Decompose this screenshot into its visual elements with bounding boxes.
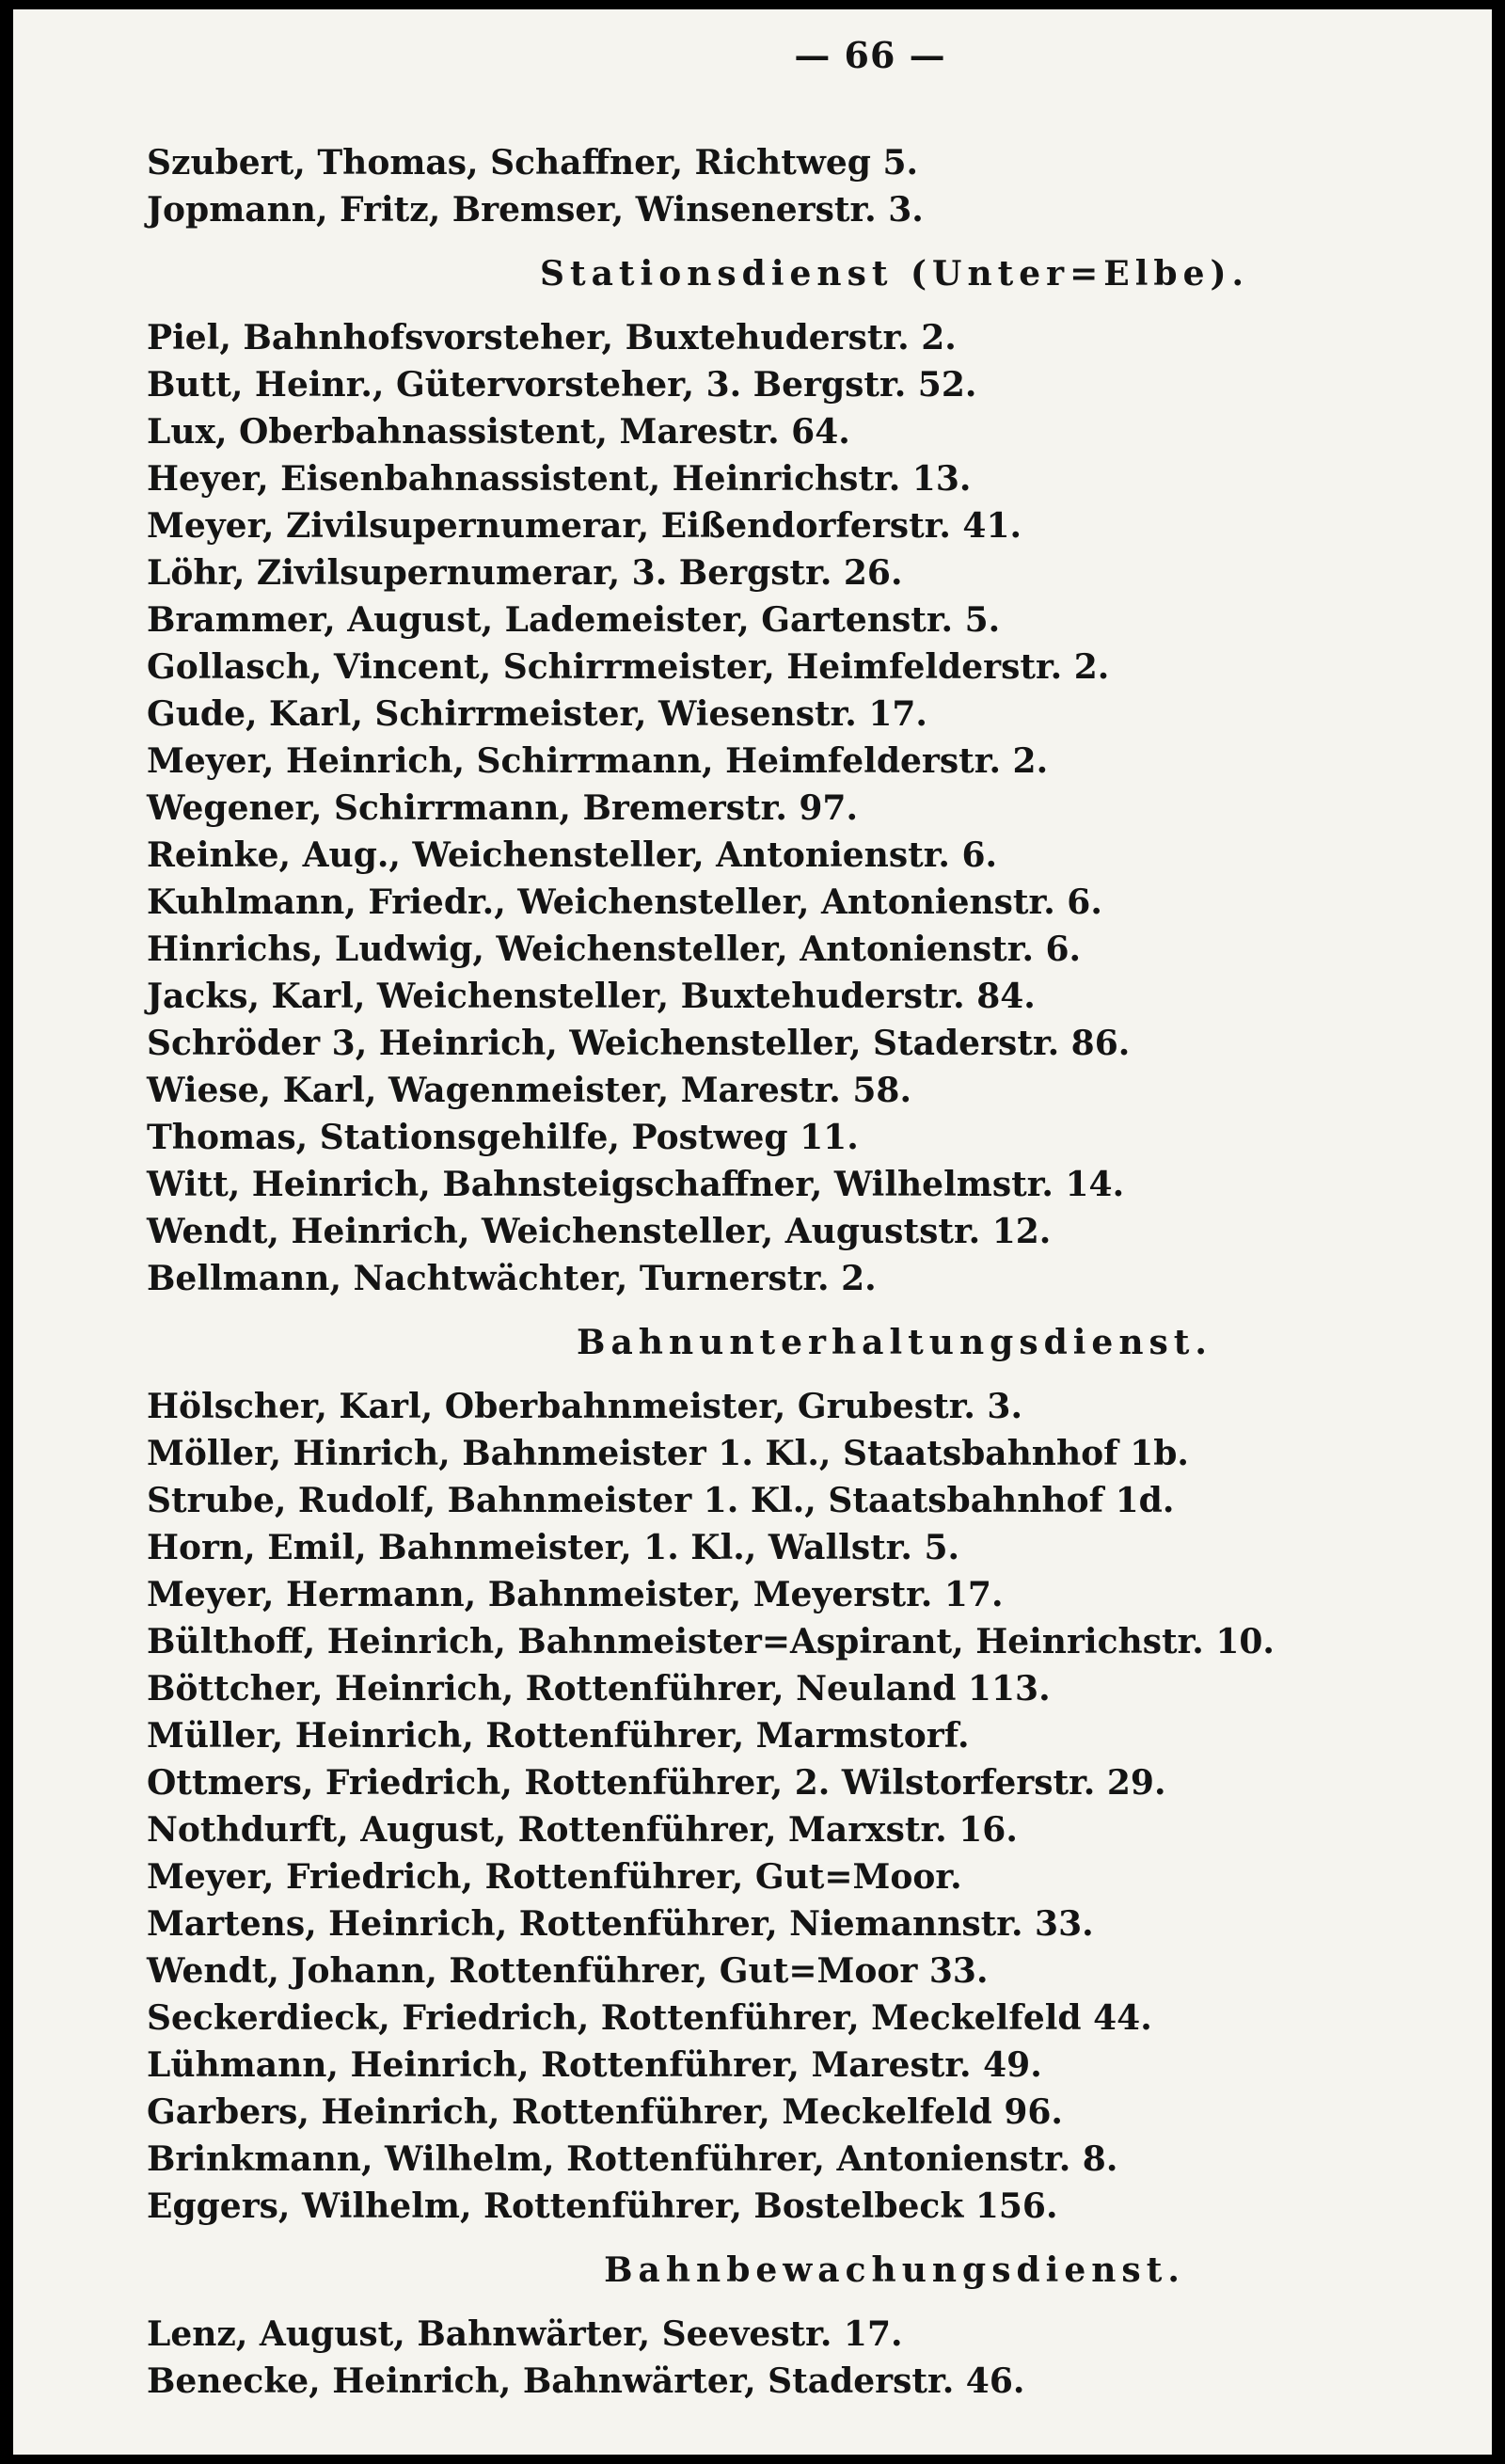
section-bahnbewachungsdienst <box>147 2247 1435 2405</box>
list-item: Lühmann, Heinrich, Rottenführer, Marestr. 49. <box>147 2045 1042 2085</box>
section-heading: Bahnbewachungsdienst. <box>604 2250 1185 2290</box>
list-item: Wendt, Johann, Rottenführer, Gut=Moor 33. <box>147 1951 989 1991</box>
list-item: Reinke, Aug., Weichensteller, Antonienstr. 6. <box>147 835 998 875</box>
directory-listing <box>147 139 1435 2405</box>
list-item: Ottmers, Friedrich, Rottenführer, 2. Wilstorferstr. 29. <box>147 1763 1166 1803</box>
list-item: Seckerdieck, Friedrich, Rottenführer, Meckelfeld 44. <box>147 1998 1152 2038</box>
list-item: Jopmann, Fritz, Bremser, Winsenerstr. 3. <box>147 190 924 230</box>
list-item: Lenz, August, Bahnwärter, Seevestr. 17. <box>147 2314 903 2354</box>
list-item: Witt, Heinrich, Bahnsteigschaffner, Wilhelmstr. 14. <box>147 1165 1125 1204</box>
section-bahnunterhaltungsdienst <box>147 1319 1435 2230</box>
list-item: Hinrichs, Ludwig, Weichensteller, Antonienstr. 6. <box>147 930 1082 969</box>
list-item: Meyer, Zivilsupernumerar, Eißendorferstr. 41. <box>147 506 1022 546</box>
list-item: Horn, Emil, Bahnmeister, 1. Kl., Wallstr. 5. <box>147 1528 960 1567</box>
list-item: Schröder 3, Heinrich, Weichensteller, Staderstr. 86. <box>147 1024 1131 1063</box>
section-heading: Bahnunterhaltungsdienst. <box>577 1323 1212 1362</box>
list-item: Jacks, Karl, Weichensteller, Buxtehuderstr. 84. <box>147 977 1036 1016</box>
list-item: Kuhlmann, Friedr., Weichensteller, Antonienstr. 6. <box>147 882 1102 922</box>
list-item: Eggers, Wilhelm, Rottenführer, Bostelbeck 156. <box>147 2186 1058 2226</box>
section-heading: Stationsdienst (Unter=Elbe). <box>539 254 1250 294</box>
list-item: Gude, Karl, Schirrmeister, Wiesenstr. 17. <box>147 694 927 734</box>
list-item: Müller, Heinrich, Rottenführer, Marmstorf. <box>147 1716 970 1756</box>
list-item: Wendt, Heinrich, Weichensteller, Auguststr. 12. <box>147 1212 1052 1251</box>
list-item: Brinkmann, Wilhelm, Rottenführer, Antonienstr. 8. <box>147 2139 1118 2179</box>
list-item: Wegener, Schirrmann, Bremerstr. 97. <box>147 788 859 828</box>
list-item: Butt, Heinr., Gütervorsteher, 3. Bergstr. 52. <box>147 365 977 405</box>
list-item: Martens, Heinrich, Rottenführer, Niemannstr. 33. <box>147 1904 1094 1944</box>
list-item: Strube, Rudolf, Bahnmeister 1. Kl., Staatsbahnhof 1d. <box>147 1481 1175 1520</box>
entries-top <box>147 139 1435 233</box>
list-item: Garbers, Heinrich, Rottenführer, Meckelfeld 96. <box>147 2092 1063 2132</box>
list-item: Bellmann, Nachtwächter, Turnerstr. 2. <box>147 1259 877 1298</box>
list-item: Benecke, Heinrich, Bahnwärter, Staderstr. 46. <box>147 2361 1025 2401</box>
list-item: Meyer, Hermann, Bahnmeister, Meyerstr. 17. <box>147 1575 1004 1614</box>
list-item: Hölscher, Karl, Oberbahnmeister, Grubestr. 3. <box>147 1387 1023 1426</box>
list-item: Löhr, Zivilsupernumerar, 3. Bergstr. 26. <box>147 553 903 593</box>
book-page <box>13 9 1492 2455</box>
list-item: Thomas, Stationsgehilfe, Postweg 11. <box>147 1118 859 1157</box>
page-number: — 66 — <box>794 34 946 76</box>
list-item: Wiese, Karl, Wagenmeister, Marestr. 58. <box>147 1071 912 1110</box>
list-item: Heyer, Eisenbahnassistent, Heinrichstr. 13. <box>147 459 972 499</box>
list-item: Meyer, Heinrich, Schirrmann, Heimfelderstr. 2. <box>147 741 1049 781</box>
list-item: Piel, Bahnhofsvorsteher, Buxtehuderstr. 2. <box>147 318 957 358</box>
list-item: Meyer, Friedrich, Rottenführer, Gut=Moor. <box>147 1857 962 1897</box>
section-stationsdienst <box>147 250 1435 1302</box>
list-item: Bülthoff, Heinrich, Bahnmeister=Aspirant, Heinrichstr. 10. <box>147 1622 1275 1661</box>
list-item: Brammer, August, Lademeister, Gartenstr. 5. <box>147 600 1001 640</box>
list-item: Böttcher, Heinrich, Rottenführer, Neuland 113. <box>147 1669 1051 1709</box>
list-item: Möller, Hinrich, Bahnmeister 1. Kl., Staatsbahnhof 1b. <box>147 1434 1189 1473</box>
list-item: Lux, Oberbahnassistent, Marestr. 64. <box>147 412 850 452</box>
list-item: Nothdurft, August, Rottenführer, Marxstr. 16. <box>147 1810 1018 1850</box>
list-item: Gollasch, Vincent, Schirrmeister, Heimfelderstr. 2. <box>147 647 1110 687</box>
list-item: Szubert, Thomas, Schaffner, Richtweg 5. <box>147 143 919 183</box>
